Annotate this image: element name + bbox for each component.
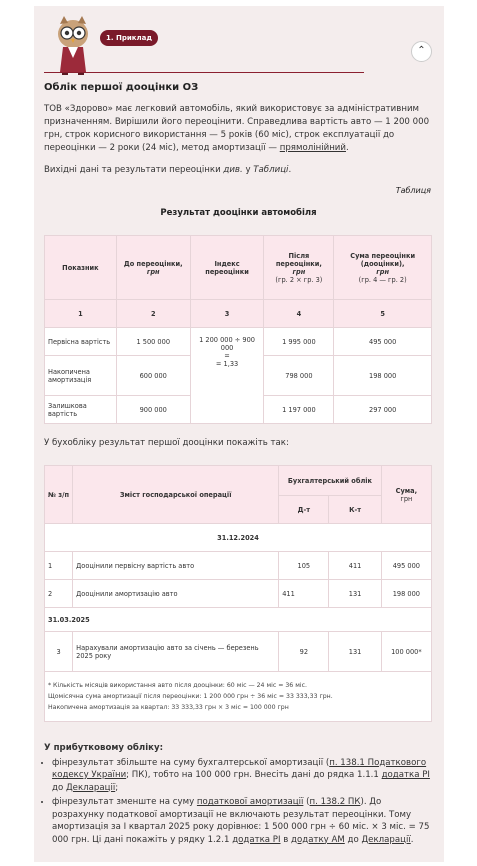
link-declaration[interactable]: Декларації: [361, 834, 411, 845]
link-pk-138-2[interactable]: п. 138.2 ПК: [309, 797, 361, 807]
row-content: Нарахували амортизацію авто за січень — березень 2025 року: [73, 632, 279, 672]
see-table-paragraph: [44, 164, 434, 177]
row-before: 600 000: [116, 356, 190, 396]
table-title: Результат дооцінки автомобіля: [160, 208, 317, 218]
header-after: Після переоцінки, грн (гр. 2 × гр. 3): [264, 236, 334, 300]
row-content: Дооцінили первісну вартість авто: [73, 552, 279, 580]
see-table-em: Таблиці: [253, 165, 289, 175]
link-pku-138-1[interactable]: п. 138.1 Податкового кодексу України: [52, 757, 427, 780]
row-debit: 105: [279, 552, 329, 580]
see-text-b: у: [242, 165, 254, 175]
date-row: 31.12.2024: [45, 524, 432, 552]
link-straight-line[interactable]: прямолінійний: [279, 143, 346, 153]
header-number: № з/п: [45, 466, 73, 524]
intro-paragraph: [44, 103, 434, 155]
profit-heading: У прибутковому обліку:: [44, 743, 164, 753]
row-amount: 100 000*: [381, 632, 431, 672]
tax-accounting-section: [44, 742, 434, 848]
row-number: 2: [45, 580, 73, 608]
header-indicator: Показник: [45, 236, 117, 300]
intro-end: .: [345, 143, 349, 153]
header-index: Індекс переоцінки: [190, 236, 264, 300]
between-paragraph: У бухобліку результат першої дооцінки покажіть так:: [44, 438, 289, 448]
example-badge: 1. Приклад: [100, 30, 158, 46]
row-content: Дооцінили амортизацію авто: [73, 580, 279, 608]
row-before: 1 500 000: [116, 328, 190, 356]
row-credit: 131: [329, 632, 381, 672]
chevron-up-icon: ⌃: [417, 45, 426, 56]
row-debit: 92: [279, 632, 329, 672]
section-title: Облік першої дооцінки ОЗ: [44, 82, 199, 93]
row-sum: 297 000: [334, 396, 432, 424]
row-after: 1 995 000: [264, 328, 334, 356]
see-text: Вихідні дані та результати переоцінки: [44, 165, 224, 175]
row-credit: 131: [329, 580, 381, 608]
row-sum: 198 000: [334, 356, 432, 396]
row-after: 798 000: [264, 356, 334, 396]
col-number: 2: [116, 300, 190, 328]
header-debit: Д-т: [279, 496, 329, 524]
index-cell: 1 200 000 ÷ 900 000 = = 1,33: [190, 328, 264, 424]
col-number: 1: [45, 300, 117, 328]
table-caption: Таблиця: [395, 186, 431, 195]
accounting-table: [44, 465, 432, 722]
table-row: [45, 632, 432, 672]
footnote: * Кількість місяців використання авто після дооцінки: 60 міс — 24 міс = 36 міс. Щомісячна сума амортизації після переоцінки: 1 200 000 грн ÷ 36 міс = 33 333,33 грн. Накопичена амортизація за квартал: 33 333,33 грн × 3 міс = 100 000 грн: [45, 672, 432, 722]
header-before: До переоцінки, грн: [116, 236, 190, 300]
header-content: Зміст господарської операції: [73, 466, 279, 524]
row-number: 3: [45, 632, 73, 672]
link-annex-ri[interactable]: додатка РІ: [232, 834, 281, 845]
table-row: [45, 580, 432, 608]
row-before: 900 000: [116, 396, 190, 424]
revaluation-table: [44, 235, 432, 424]
row-name: Накопичена амортизація: [45, 356, 117, 396]
row-debit: 411: [279, 580, 329, 608]
list-item: • фінрезультат зменште на суму податкової амортизації (п. 138.2 ПК). До розрахунку податкової амортизації не включають результат переоцінки. Тому амортизація за І квартал 2025 року дорівнює: 1 500 000 грн ÷ 60 міс. × 3 міс. = 75 000 грн. Ці дані покажіть у рядку 1.2.1 додатка РІ в додатку АМ до Декларації.: [52, 796, 434, 846]
header-accounting: Бухгалтерський облік: [279, 466, 382, 496]
col-number: 3: [190, 300, 264, 328]
table-row: [45, 328, 432, 356]
col-number: 5: [334, 300, 432, 328]
owl-mascot-icon: [50, 14, 96, 76]
see-em: див.: [223, 165, 243, 175]
row-after: 1 197 000: [264, 396, 334, 424]
collapse-button[interactable]: [411, 41, 432, 62]
link-tax-amortization[interactable]: податкової амортизації: [196, 797, 304, 807]
row-sum: 495 000: [334, 328, 432, 356]
row-name: Первісна вартість: [45, 328, 117, 356]
date-row: 31.03.2025: [45, 608, 432, 632]
header-credit: К-т: [329, 496, 381, 524]
table-row: [45, 552, 432, 580]
row-credit: 411: [329, 552, 381, 580]
link-annex-ri[interactable]: додатка РІ: [381, 770, 430, 780]
col-number: 4: [264, 300, 334, 328]
see-end: .: [288, 165, 292, 175]
row-amount: 198 000: [381, 580, 431, 608]
link-declaration[interactable]: Декларації: [65, 782, 116, 793]
intro-text: ТОВ «Здорово» має легковий автомобіль, який використовує за адміністративним призначенням. Вирішили його переоцінити. Справедлива вартість авто — 1 200 000 грн, строк корисного використання — 5 років (60 міс), строк експлуатації до переоцінки — 2 роки (24 міс), метод амортизації —: [44, 104, 430, 153]
row-amount: 495 000: [381, 552, 431, 580]
link-annex-am[interactable]: додатку АМ: [291, 834, 345, 845]
header-amount: Сума, грн: [381, 466, 431, 524]
list-item: • фінрезультат збільште на суму бухгалтерської амортизації (п. 138.1 Податкового кодексу України; ПК), тобто на 100 000 грн. Внесіть дані до рядка 1.1.1 додатка РІ до Декларації;: [52, 757, 434, 795]
header-sum: Сума переоцінки (дооцінки), грн (гр. 4 — гр. 2): [334, 236, 432, 300]
row-number: 1: [45, 552, 73, 580]
row-name: Залишкова вартість: [45, 396, 117, 424]
header-divider: [44, 72, 364, 73]
